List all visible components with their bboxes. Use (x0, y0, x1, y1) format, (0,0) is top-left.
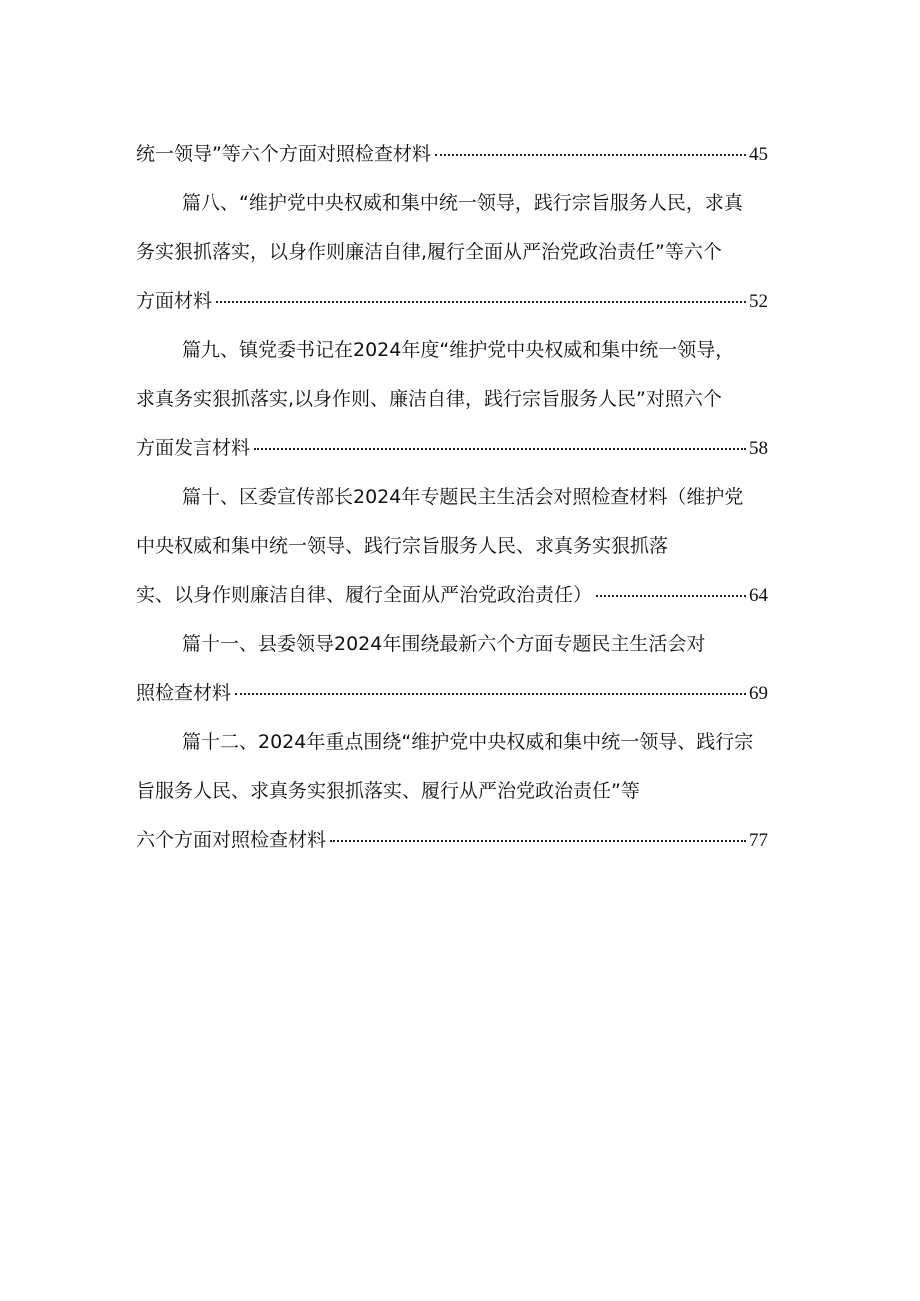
toc-entry[interactable] (136, 179, 786, 326)
toc-entry[interactable] (136, 130, 786, 179)
toc-entry-line: 旨服务人民、求真务实狠抓落实、履行从严治党政治责任”等 (136, 780, 640, 802)
toc-page-number: 64 (749, 585, 768, 606)
toc-entry-last-line (136, 816, 768, 865)
toc-page-number: 52 (749, 291, 768, 312)
toc-page-number: 77 (749, 830, 768, 851)
toc-entry-line: 中央权威和集中统一领导、践行宗旨服务人民、求真务实狠抓落 (136, 535, 669, 557)
toc-entry-text: 方面发言材料 (136, 437, 251, 459)
toc-page-number: 69 (749, 683, 768, 704)
table-of-contents (136, 130, 786, 865)
toc-entry-text: 六个方面对照检查材料 (136, 829, 327, 851)
toc-entry[interactable] (136, 473, 786, 620)
dot-leader (330, 840, 746, 842)
dot-leader (435, 154, 746, 156)
dot-leader (216, 301, 746, 303)
dot-leader (235, 693, 746, 695)
toc-entry-text: 照检查材料 (136, 682, 232, 704)
toc-entry[interactable] (136, 718, 786, 865)
toc-entry-line: 务实狠抓落实，以身作则廉洁自律,履行全面从严治党政治责任”等六个 (136, 241, 722, 263)
toc-entry-text: 方面材料 (136, 290, 213, 312)
toc-entry-line: 篇十二、2024年重点围绕“维护党中央权威和集中统一领导、践行宗 (182, 731, 754, 753)
toc-page-number: 45 (749, 144, 768, 165)
toc-entry-last-line (136, 277, 768, 326)
toc-entry-line: 篇九、镇党委书记在2024年度“维护党中央权威和集中统一领导， (182, 339, 735, 361)
toc-entry-line: 求真务实狠抓落实,以身作则、廉洁自律，践行宗旨服务人民”对照六个 (136, 388, 722, 410)
toc-entry-last-line (136, 424, 768, 473)
toc-entry-last-line (136, 130, 768, 179)
toc-page-number: 58 (749, 438, 768, 459)
toc-entry-line: 篇八、“维护党中央权威和集中统一领导，践行宗旨服务人民，求真 (182, 192, 743, 214)
dot-leader (596, 595, 746, 597)
dot-leader (254, 448, 746, 450)
toc-entry-text: 实、以身作则廉洁自律、履行全面从严治党政治责任） (136, 584, 593, 606)
toc-entry[interactable] (136, 620, 786, 718)
toc-entry-text: 统一领导”等六个方面对照检查材料 (136, 143, 431, 165)
toc-entry-last-line (136, 669, 768, 718)
toc-entry-line: 篇十、区委宣传部长2024年专题民主生活会对照检查材料（维护党 (182, 486, 744, 508)
toc-entry-line: 篇十一、县委领导2024年围绕最新六个方面专题民主生活会对 (182, 633, 706, 655)
toc-entry-last-line (136, 571, 768, 620)
toc-entry[interactable] (136, 326, 786, 473)
